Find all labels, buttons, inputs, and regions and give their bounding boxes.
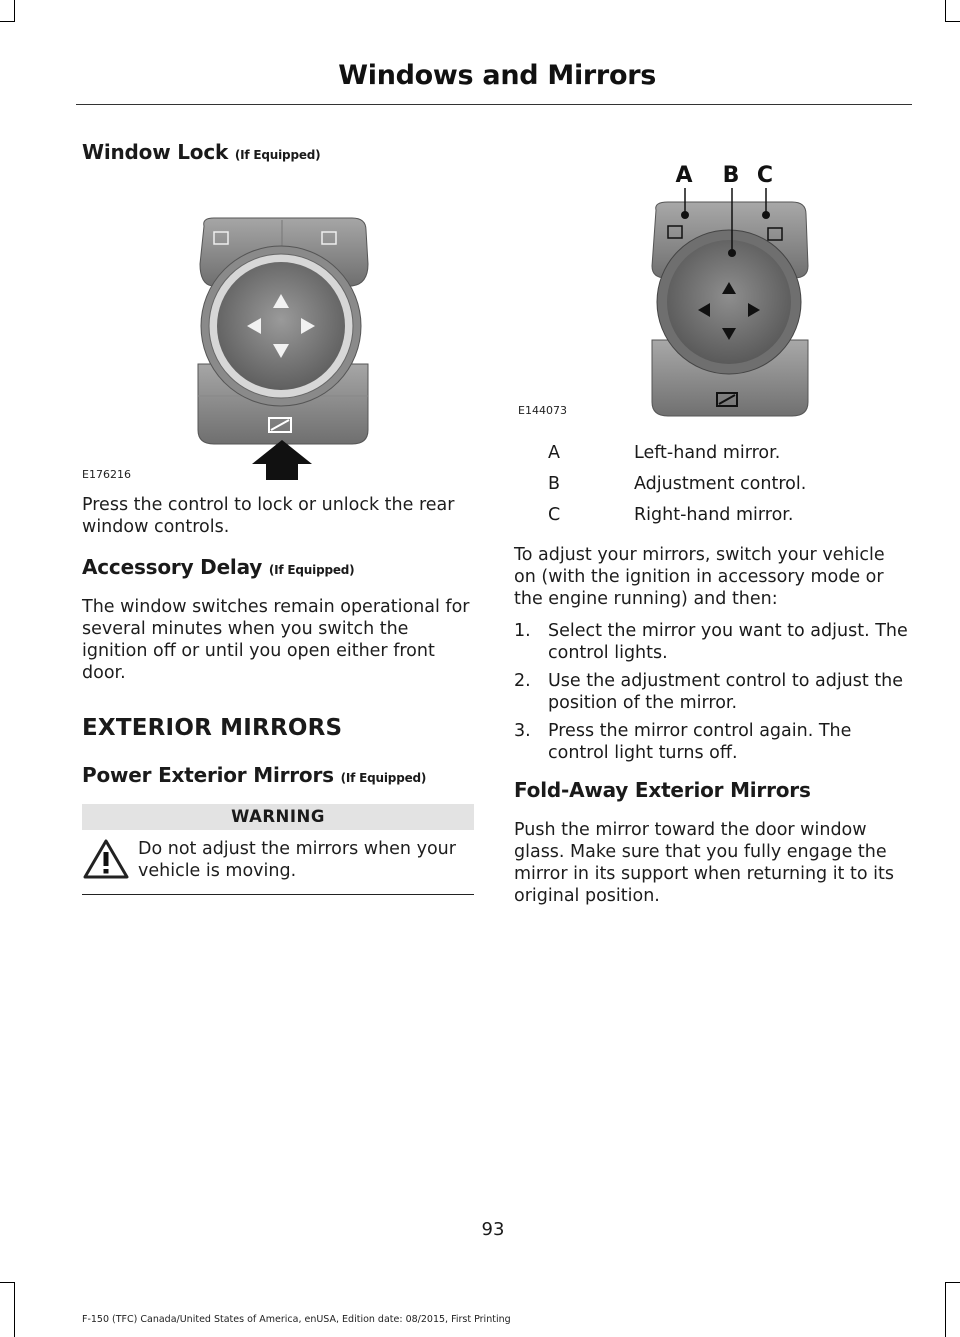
step-text: Select the mirror you want to adjust. The control lights.	[548, 621, 908, 663]
mirror-control-illustration	[514, 140, 908, 422]
footer-text: F-150 (TFC) Canada/United States of America, enUSA, Edition date: 08/2015, First Printing	[82, 1314, 511, 1325]
exterior-mirrors-heading: EXTERIOR MIRRORS	[82, 715, 343, 741]
step-number: 2.	[514, 671, 531, 691]
page-number: 93	[481, 1219, 505, 1240]
crop-mark	[14, 0, 15, 22]
crop-mark	[0, 1282, 15, 1283]
legend-value: Adjustment control.	[634, 474, 807, 494]
legend-value: Right-hand mirror.	[634, 505, 794, 525]
equipped-note: (If Equipped)	[234, 148, 321, 162]
legend-row	[514, 442, 908, 473]
legend-key: A	[548, 443, 560, 463]
right-column	[514, 140, 908, 907]
adjust-steps	[514, 620, 908, 764]
accessory-delay-title: Accessory Delay	[82, 555, 263, 579]
crop-mark	[945, 1282, 946, 1337]
crop-mark	[945, 1282, 960, 1283]
crop-mark	[14, 1282, 15, 1337]
legend-row	[514, 504, 908, 535]
accessory-delay-heading	[82, 555, 474, 579]
power-mirrors-heading	[82, 763, 474, 787]
fold-away-text: Push the mirror toward the door window glass. Make sure that you fully engage the mirror in its support when returning it to its original position.	[514, 820, 894, 906]
equipped-note: (If Equipped)	[268, 563, 355, 577]
mirror-control-figure	[514, 140, 908, 422]
step-number: 3.	[514, 721, 531, 741]
warning-text: Do not adjust the mirrors when your vehicle is moving.	[138, 839, 456, 881]
callout-b: B	[722, 163, 740, 188]
warning-body	[82, 830, 474, 895]
window-lock-heading	[82, 140, 474, 164]
list-item	[514, 620, 908, 664]
window-lock-switch-illustration	[82, 164, 474, 484]
window-lock-text: Press the control to lock or unlock the rear window controls.	[82, 495, 455, 537]
crop-mark	[0, 21, 15, 22]
step-number: 1.	[514, 621, 531, 641]
crop-mark	[945, 0, 946, 22]
equipped-note: (If Equipped)	[340, 771, 427, 785]
left-column	[82, 140, 474, 895]
window-lock-title: Window Lock	[82, 140, 229, 164]
crop-mark	[945, 21, 960, 22]
list-item	[514, 670, 908, 714]
header-rule	[76, 104, 912, 105]
step-text: Use the adjustment control to adjust the position of the mirror.	[548, 671, 904, 713]
accessory-delay-text: The window switches remain operational for several minutes when you switch the ignition off or until you open either front door.	[82, 597, 470, 683]
legend	[514, 442, 908, 535]
legend-key: B	[548, 474, 561, 494]
fold-away-heading: Fold-Away Exterior Mirrors	[514, 778, 811, 802]
list-item	[514, 720, 908, 764]
figure-code: E144073	[518, 404, 567, 417]
step-text: Press the mirror control again. The control light turns off.	[548, 721, 852, 763]
window-lock-figure	[82, 164, 474, 484]
legend-key: C	[548, 505, 561, 525]
legend-value: Left-hand mirror.	[634, 443, 781, 463]
warning-title: WARNING	[82, 804, 474, 830]
callout-c: C	[756, 163, 774, 188]
callout-a: A	[675, 163, 693, 188]
figure-code: E176216	[82, 468, 131, 481]
power-mirrors-title: Power Exterior Mirrors	[82, 763, 334, 787]
page-title: Windows and Mirrors	[338, 60, 656, 91]
warning-box	[82, 804, 474, 895]
legend-row	[514, 473, 908, 504]
adjust-intro-text: To adjust your mirrors, switch your vehicle on (with the ignition in accessory mode or the engine running) and then:	[514, 545, 885, 609]
warning-icon	[82, 838, 138, 884]
